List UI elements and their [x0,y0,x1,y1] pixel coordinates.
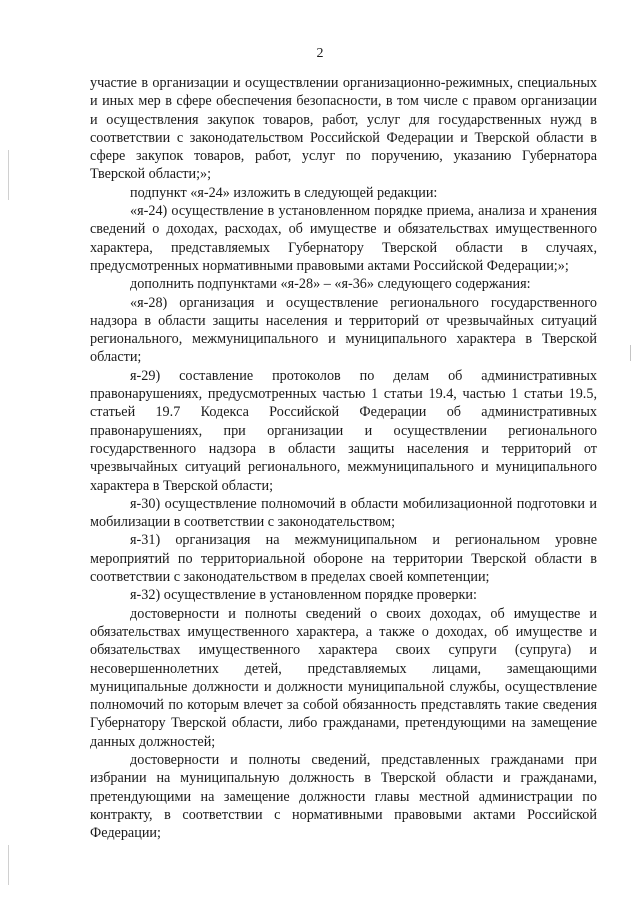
scan-edge-mark-right [630,345,631,361]
paragraph-continuation: участие в организации и осуществлении организационно-режимных, специальных и иных мер в сфере обеспечения безопасности, в том числе с правом организации и осуществления закупок товаров, работ, услуг для государственных нужд в соответствии с законодательством Российской Федерации и Тверской области в сфере закупок товаров, работ, услуг по поручению, указанию Губернатора Тверской области;»; [90,75,597,183]
page-number: 2 [316,46,324,61]
paragraph-ya-32-item-2: достоверности и полноты сведений, представленных гражданами при избрании на муниципальную должность в Тверской области и гражданами, претендующими на замещение должности главы местной администрации по контракту, в соответствии с нормативными правовыми актами Российской Федерации; [90,751,597,842]
paragraph-add-subitems: дополнить подпунктами «я-28» – «я-36» следующего содержания: [130,276,531,293]
paragraph-ya-29: я-29) составление протоколов по делам об административных правонарушениях, предусмотренных частью 1 статьи 19.4, частью 1 статьи 19.5, статьей 19.7 Кодекса Российской Федерации об административных правонарушениях, при организации и осуществлении регионального государственного надзора в области защиты населения и территорий от чрезвычайных ситуаций регионального, межмуниципального и муниципального характера в Тверской области; [90,367,597,494]
paragraph-ya-32-item-1: достоверности и полноты сведений о своих доходах, об имуществе и обязательствах имущественного характера, а также о доходах, об имуществе и обязательствах имущественного характера своих супруги (супруга) и несовершеннолетних детей, представляемых лицами, замещающими муниципальные должности и должности муниципальной службы, осуществление полномочий по которым влечет за собой обязанность представлять такие сведения Губернатору Тверской области, либо гражданами, претендующими на замещение данных должностей; [90,605,597,750]
paragraph-ya-31: я-31) организация на межмуниципальном и региональном уровне мероприятий по территориальной обороне на территории Тверской области в соответствии с законодательством в пределах своей компетенции; [90,532,597,586]
paragraph-amend-ya-24: подпункт «я-24» изложить в следующей редакции: [130,184,438,201]
scan-edge-mark-left-bottom [8,845,9,885]
paragraph-ya-30: я-30) осуществление полномочий в области мобилизационной подготовки и мобилизации в соответствии с законодательством; [90,495,597,531]
paragraph-ya-28: «я-28) организация и осуществление регионального государственного надзора в области защиты населения и территорий от чрезвычайных ситуаций регионального, межмуниципального и муниципального характера в Тверской области; [90,294,597,366]
scan-edge-mark-left-top [8,150,9,200]
document-body [90,74,597,842]
paragraph-ya-24: «я-24) осуществление в установленном порядке приема, анализа и хранения сведений о доходах, расходах, об имуществе и обязательствах имущественного характера, представляемых Губернатору Тверской области в случаях, предусмотренных нормативными правовыми актами Российской Федерации;»; [90,203,597,274]
paragraph-ya-32: я-32) осуществление в установленном порядке проверки: [130,587,477,604]
